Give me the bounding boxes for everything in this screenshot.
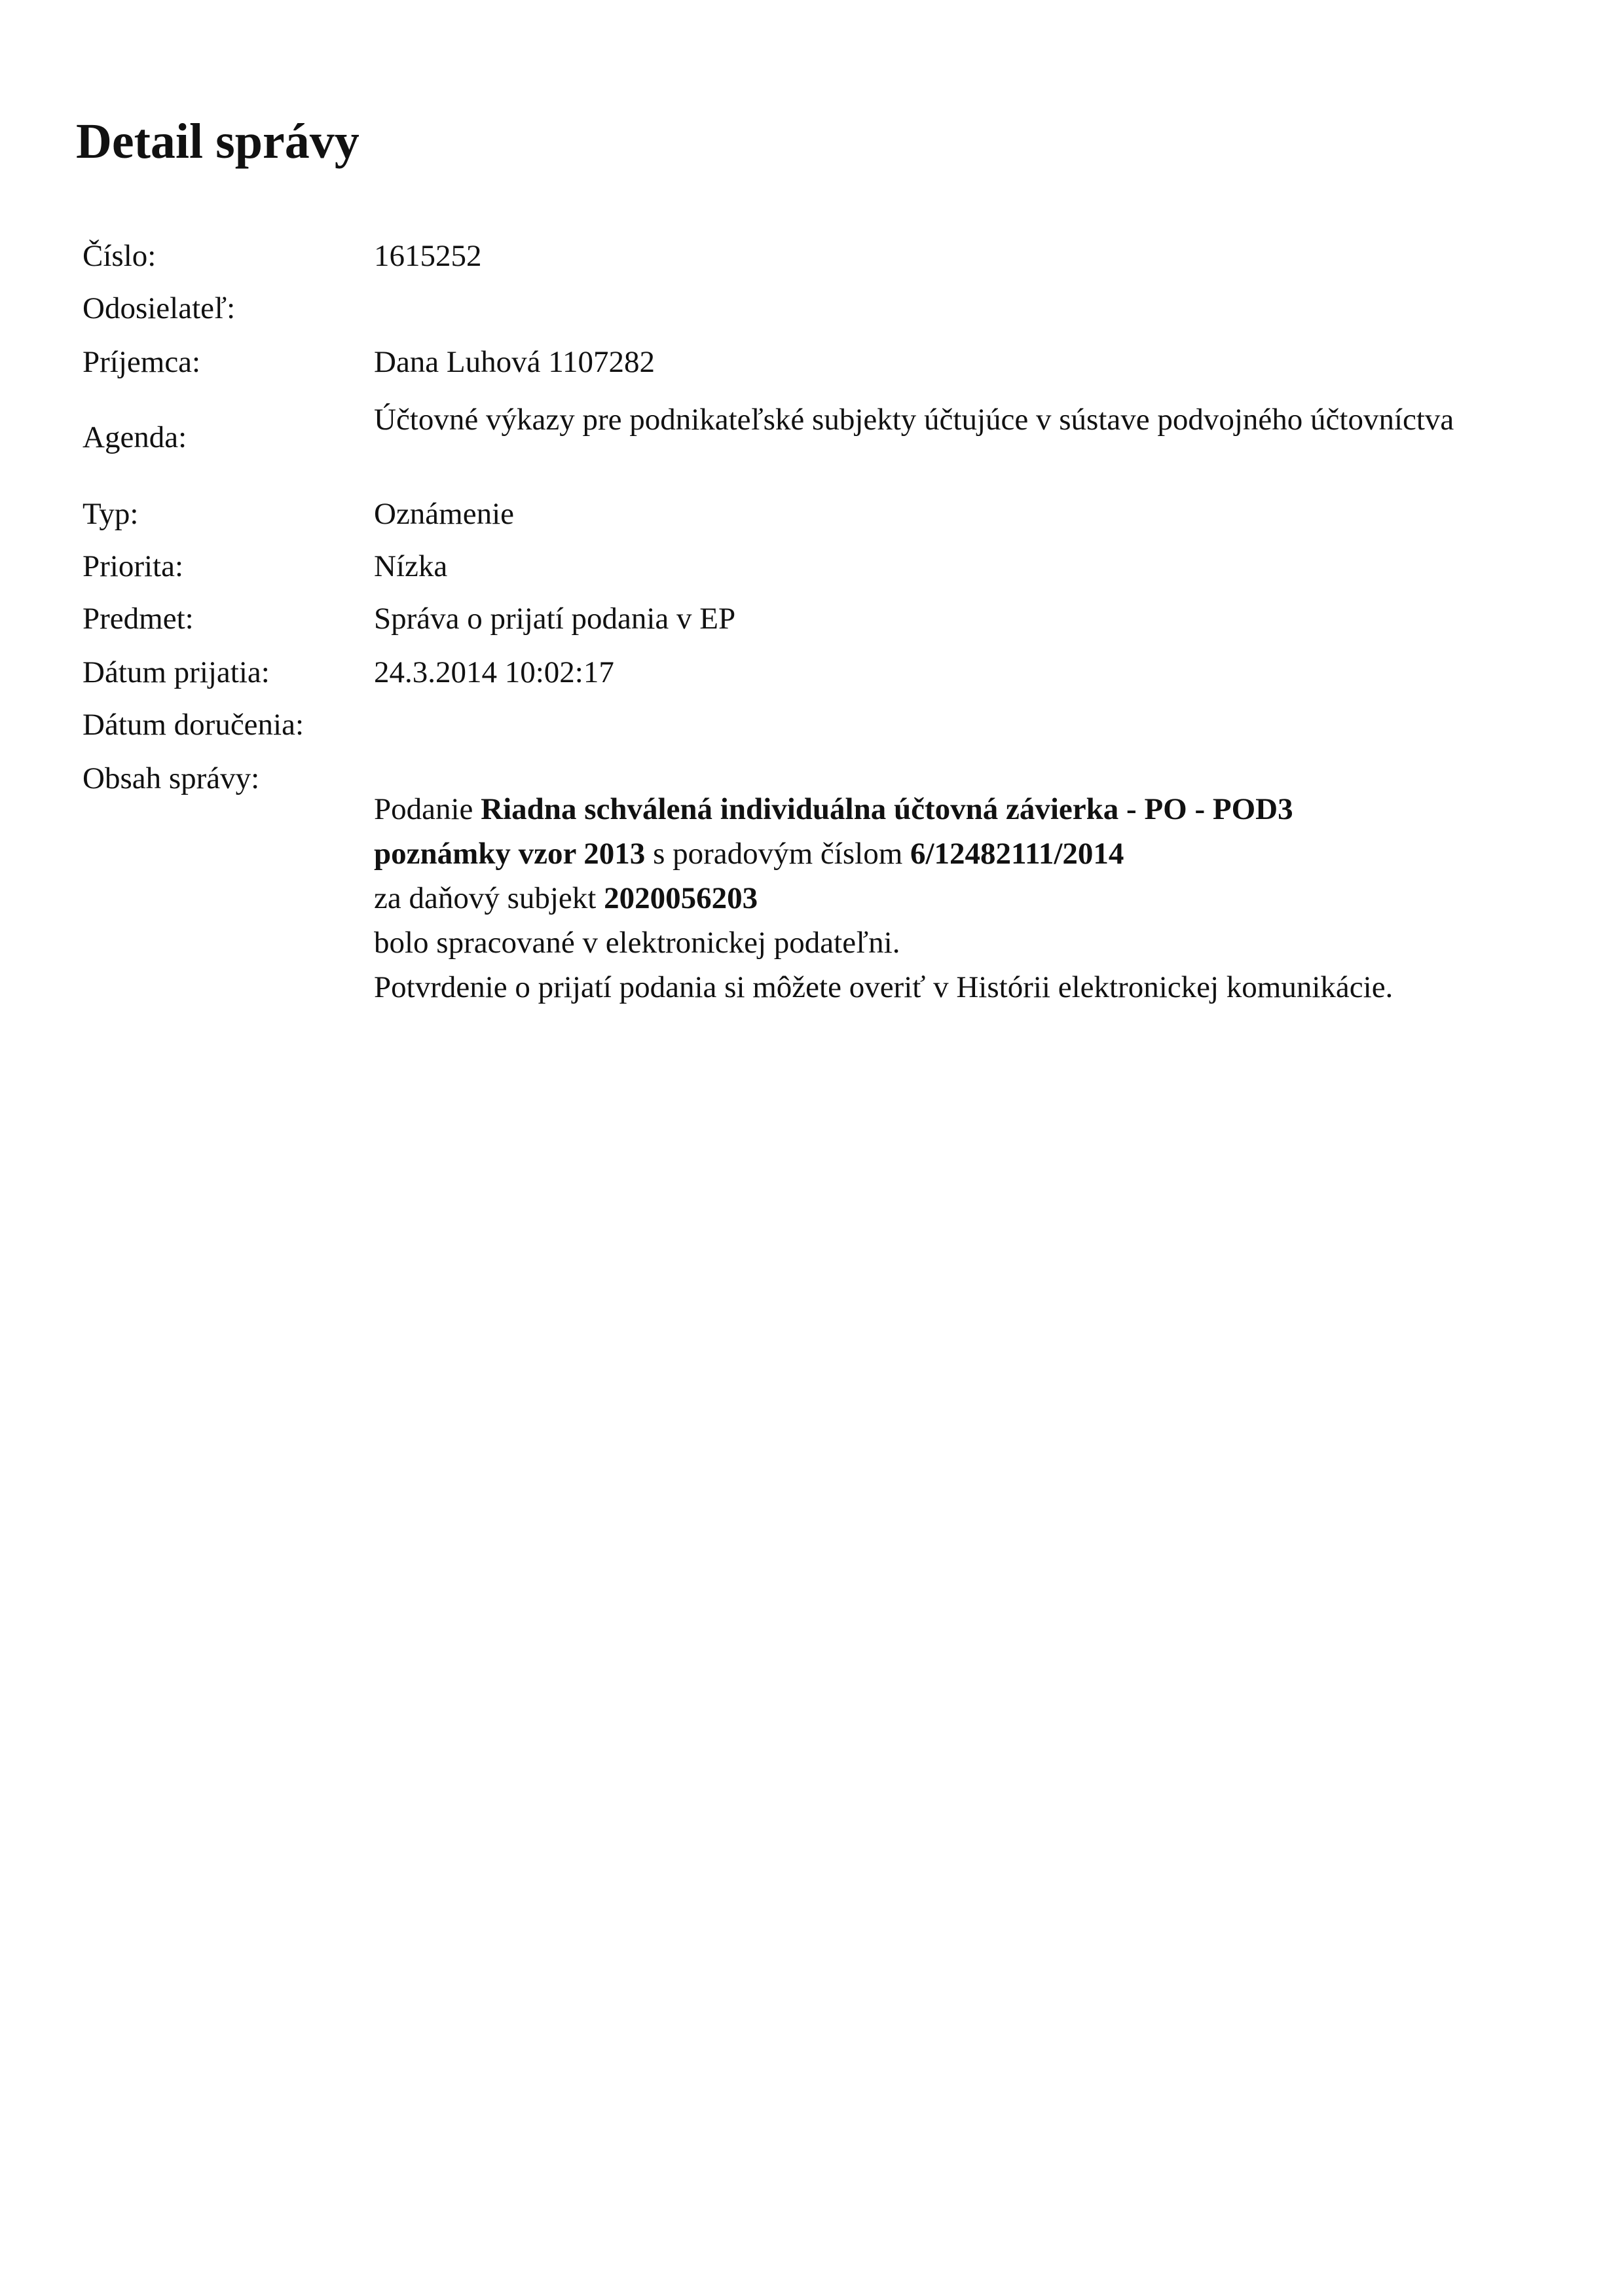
- page-title: Detail správy: [76, 114, 360, 169]
- content-line-3: [374, 876, 1553, 920]
- message-content: [374, 787, 1553, 1010]
- tax-subject-id: 2020056203: [604, 881, 758, 915]
- typ-value: Oznámenie: [374, 497, 515, 531]
- agenda-value: Účtovné výkazy pre podnikateľské subjekty účtujúce v sústave podvojného účtovníctva: [374, 403, 1454, 437]
- prijemca-value: Dana Luhová 1107282: [374, 345, 655, 379]
- agenda-label: Agenda:: [83, 420, 187, 454]
- content-line-2: [374, 831, 1553, 876]
- content-line-1: [374, 787, 1553, 831]
- content-line-4: bolo spracované v elektronickej podateľni.: [374, 926, 900, 960]
- datum-prijatia-label: Dátum prijatia:: [83, 655, 270, 689]
- cislo-value: 1615252: [374, 239, 482, 273]
- obsah-label: Obsah správy:: [83, 761, 260, 795]
- typ-label: Typ:: [83, 497, 139, 531]
- datum-prijatia-value: 24.3.2014 10:02:17: [374, 655, 614, 689]
- content-line-5: Potvrdenie o prijatí podania si môžete overiť v Histórii elektronickej komunikácie.: [374, 970, 1393, 1004]
- predmet-label: Predmet:: [83, 602, 194, 636]
- priorita-label: Priorita:: [83, 549, 184, 583]
- sequence-number: 6/12482111/2014: [910, 837, 1124, 871]
- predmet-value: Správa o prijatí podania v EP: [374, 602, 736, 636]
- content-text: Podanie: [374, 792, 481, 826]
- content-text: s poradovým číslom: [645, 837, 910, 871]
- submission-name: Riadna schválená individuálna účtovná závierka - PO - POD3: [481, 792, 1293, 826]
- prijemca-label: Príjemca:: [83, 345, 201, 379]
- content-text: za daňový subjekt: [374, 881, 604, 915]
- datum-dorucenia-label: Dátum doručenia:: [83, 708, 304, 742]
- submission-name-cont: poznámky vzor 2013: [374, 837, 646, 871]
- odosielatel-label: Odosielateľ:: [83, 291, 236, 325]
- priorita-value: Nízka: [374, 549, 448, 583]
- cislo-label: Číslo:: [83, 239, 157, 273]
